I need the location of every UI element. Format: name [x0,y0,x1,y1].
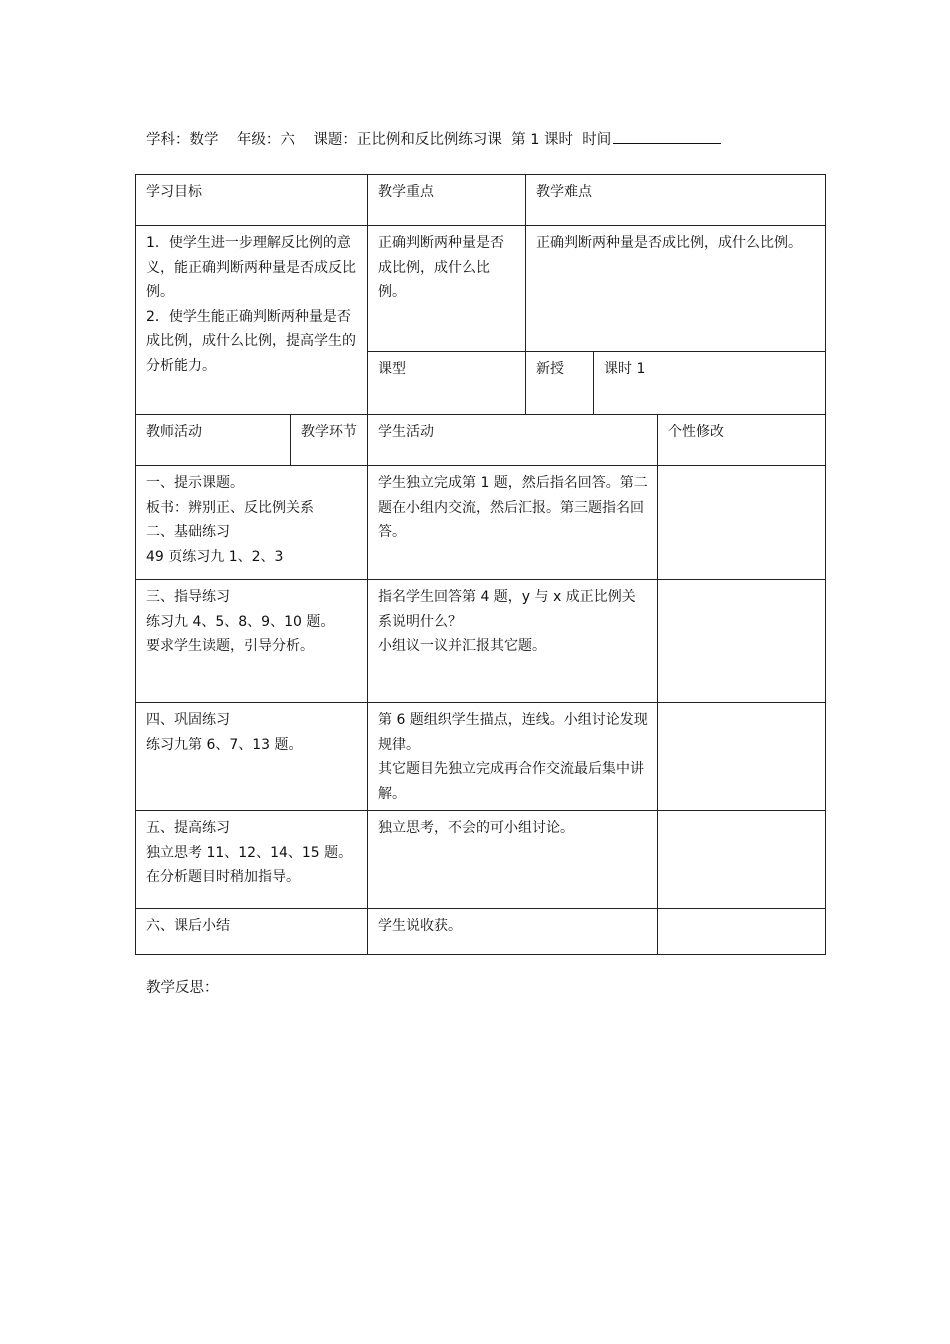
student-activity-cell [368,466,658,580]
goals-cell [136,226,368,415]
personal-edit-header: 个性修改 [658,415,826,466]
teacher-activity-line: 在分析题目时稍加指导。 [146,869,300,885]
teacher-activity-line: 49 页练习九 1、2、3 [146,548,284,565]
teacher-activity-line: 一、提示课题。 [146,475,244,491]
key-point-header: 教学重点 [368,175,526,226]
topic-label: 课题： [313,132,357,148]
teacher-activity-line: 六、课后小结 [146,918,230,934]
teacher-activity-line: 板书：辨别正、反比例关系 [146,499,314,516]
student-activity-header: 学生活动 [368,415,658,466]
teacher-activity-cell [136,811,368,909]
personal-edit-cell [658,909,826,955]
document-header [146,128,721,149]
activity-row [136,811,826,909]
difficulty-header: 教学难点 [526,175,826,226]
teacher-activity-header: 教师活动 [136,415,291,466]
difficulty-cell: 正确判断两种量是否成比例，成什么比例。 [526,226,826,352]
teaching-reflection-label: 教学反思： [146,980,219,996]
key-point-cell: 正确判断两种量是否成比例，成什么比例。 [368,226,526,352]
teacher-activity-line: 三、指导练习 [146,589,230,605]
student-activity-line: 指名学生回答第 4 题，y 与 x 成正比例关系说明什么？ [378,589,636,630]
teacher-activity-line: 四、巩固练习 [146,712,230,728]
time-label: 时间 [582,132,612,148]
personal-edit-cell [658,811,826,909]
student-activity-line: 其它题目先独立完成再合作交流最后集中讲解。 [378,761,644,802]
subject-label: 学科： [146,132,190,148]
period-value: 第 1 课时 [511,132,574,148]
teacher-activity-cell [136,466,368,580]
student-activity-line: 学生说收获。 [378,918,462,934]
goal-item: 1．使学生进一步理解反比例的意义，能正确判断两种量是否成反比例。 [146,235,356,300]
personal-edit-cell [658,703,826,811]
teacher-activity-line: 练习九第 6、7、13 题。 [146,736,303,753]
lesson-type-label: 课型 [368,352,526,415]
student-activity-line: 独立思考，不会的可小组讨论。 [378,820,574,836]
subject-value: 数学 [189,132,219,148]
teacher-activity-cell [136,703,368,811]
student-activity-line: 小组议一议并汇报其它题。 [378,638,546,654]
teacher-activity-cell [136,580,368,703]
lesson-hours: 课时 1 [594,352,826,415]
goal-item: 2．使学生能正确判断两种量是否成比例，成什么比例，提高学生的分析能力。 [146,308,356,374]
teacher-activity-line: 独立思考 11、12、14、15 题。 [146,844,353,861]
time-blank [613,129,721,144]
activity-row [136,909,826,955]
teacher-activity-line: 要求学生读题，引导分析。 [146,638,314,654]
grade-label: 年级： [236,132,281,148]
teacher-activity-line: 五、提高练习 [146,820,230,836]
teacher-activity-line: 练习九 4、5、8、9、10 题。 [146,613,335,630]
personal-edit-cell [658,580,826,703]
lesson-plan-table [135,174,826,955]
teacher-activity-line: 二、基础练习 [146,524,230,540]
student-activity-cell [368,703,658,811]
objectives-header-row [136,175,826,226]
activity-row [136,466,826,580]
objectives-row [136,226,826,352]
activity-header-row [136,415,826,466]
teaching-stage-header: 教学环节 [291,415,368,466]
student-activity-cell [368,811,658,909]
student-activity-cell [368,909,658,955]
student-activity-cell [368,580,658,703]
goals-header: 学习目标 [136,175,368,226]
lesson-type-value: 新授 [526,352,594,415]
personal-edit-cell [658,466,826,580]
student-activity-line: 第 6 题组织学生描点，连线。小组讨论发现规律。 [378,712,648,753]
activity-row [136,580,826,703]
teacher-activity-cell [136,909,368,955]
activity-row [136,703,826,811]
topic-value: 正比例和反比例练习课 [356,132,502,148]
student-activity-line: 学生独立完成第 1 题，然后指名回答。第二题在小组内交流，然后汇报。第三题指名回答。 [378,475,648,540]
grade-value: 六 [280,132,295,148]
